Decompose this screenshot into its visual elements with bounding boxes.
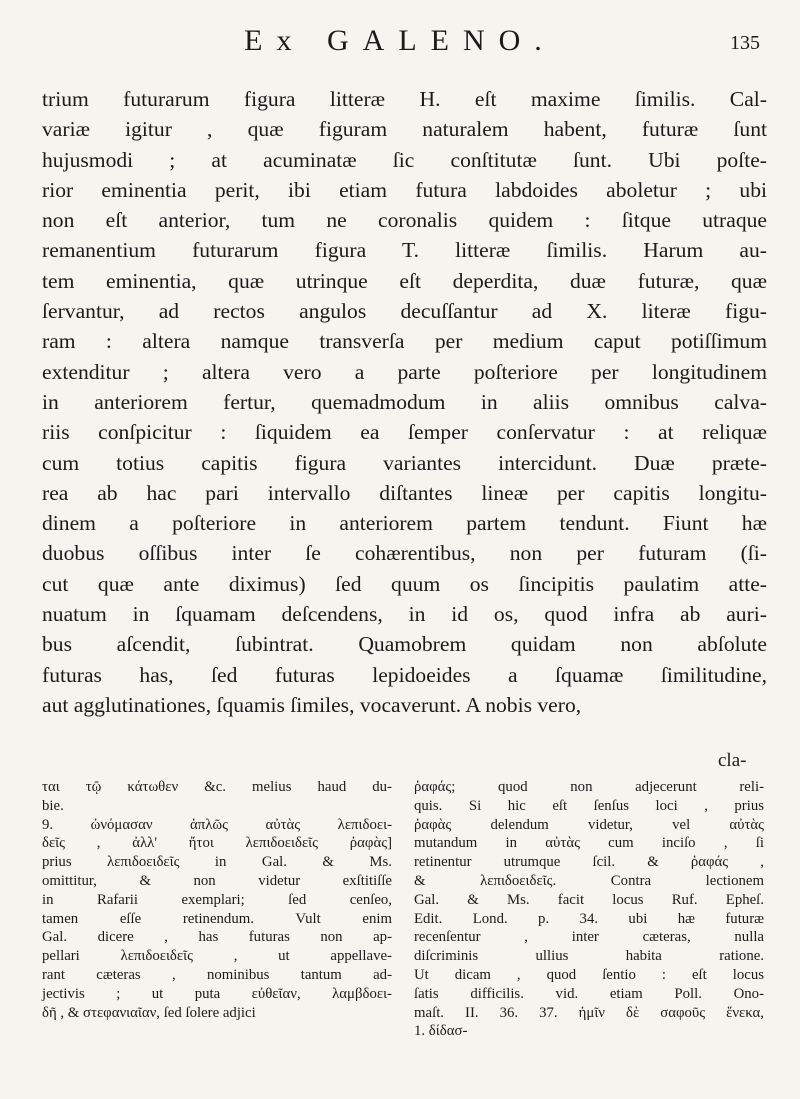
footnote-line: ται τῷ κάτωθεν &c. melius haud du- [42, 779, 392, 795]
text-line: rior eminentia perit, ibi etiam futura labdoides aboletur ; ubi [42, 177, 767, 202]
page-number: 135 [730, 32, 760, 54]
footnote-line: δῆ , & στεφανιαῖαν, ſed ſolere adjici [42, 1004, 256, 1021]
text-line: tem eminentia, quæ utrinque eſt deperdita, duæ futuræ, quæ [42, 268, 767, 293]
text-line: duobus oſſibus inter ſe cohærentibus, non per futuram (ſi- [42, 541, 767, 566]
footnote-line: Gal. dicere , has futuras non ap- [42, 929, 392, 946]
text-line: trium futurarum figura litteræ H. eſt maxime ſimilis. Cal- [42, 87, 767, 111]
footnote-line: pellari λεπιδοειδεῖς , ut appellave- [42, 948, 392, 965]
text-line: extenditur ; altera vero a parte poſteriore per longitudinem [42, 359, 767, 384]
footnote-line: 1. δίδασ- [414, 1023, 468, 1040]
catchword: cla- [718, 750, 747, 771]
footnote-line: jectivis ; ut puta εὐθεῖαν, λαμβδοει- [42, 985, 392, 1002]
footnote-line: in Rafarii exemplari; ſed cenſeo, [42, 891, 392, 908]
footnote-line: omittitur, & non videtur exſtitiſſe [42, 872, 392, 889]
footnote-line: & λεπιδοειδεῖς. Contra lectionem [414, 872, 764, 889]
footnotes-right-column [414, 778, 764, 1041]
footnote-line: 9. ὠνόμασαν ἁπλῶς αὐτὰς λεπιδοει- [42, 816, 392, 833]
footnote-line: Ut dicam , quod ſentio : eſt locus [414, 966, 764, 983]
footnote-line: quis. Si hic eſt ſenſus loci , prius [414, 797, 764, 814]
text-line: futuras has, ſed futuras lepidoeides a ſquamæ ſimilitudine, [42, 662, 767, 687]
footnote-line: diſcriminis ullius habita ratione. [414, 948, 764, 965]
footnote-line: retinentur utrumque ſcil. & ῥαφάς , [414, 854, 764, 871]
footnote-line: prius λεπιδοειδεῖς in Gal. & Ms. [42, 854, 392, 871]
footnotes-left-column [42, 778, 392, 1022]
text-line: ſervantur, ad rectos angulos decuſſantur ad X. literæ figu- [42, 299, 767, 324]
text-line: variæ igitur , quæ figuram naturalem habent, futuræ ſunt [42, 117, 767, 142]
text-line: aut agglutinationes, ſquamis ſimiles, vocaverunt. A nobis vero, [42, 692, 582, 717]
footnote-line: rant cæteras , nominibus tantum ad- [42, 966, 392, 983]
running-head-title: Ex GALENO. [244, 24, 556, 57]
text-line: nuatum in ſquamam deſcendens, in id os, quod infra ab auri- [42, 602, 767, 627]
running-head [40, 24, 760, 64]
text-line: in anteriorem fertur, quemadmodum in aliis omnibus calva- [42, 389, 767, 414]
footnote-line: δεῖς , ἀλλ' ἤτοι λεπιδοειδεῖς ῥαφὰς] [42, 835, 392, 852]
footnote-line: maſt. II. 36. 37. ἡμῖν δὲ σαφοῦς ἕνεκα, [414, 1004, 764, 1021]
text-line: hujusmodi ; at acuminatæ ſic conſtitutæ ſunt. Ubi poſte- [42, 147, 767, 172]
text-line: ram : altera namque transverſa per medium caput potiſſimum [42, 329, 767, 354]
footnote-line: recenſentur , inter cæteras, nulla [414, 929, 764, 946]
footnote-line: mutandum in αὐτὰς cum inciſo , ſi [414, 835, 764, 852]
text-line: rea ab hac pari intervallo diſtantes lineæ per capitis longitu- [42, 480, 767, 505]
text-line: non eſt anterior, tum ne coronalis quidem : ſitque utraque [42, 208, 767, 233]
footnote-line: Edit. Lond. p. 34. ubi hæ futuræ [414, 910, 764, 927]
text-line: riis conſpicitur : ſiquidem ea ſemper conſervatur : at reliquæ [42, 420, 767, 445]
footnote-line: ῥαφὰς delendum videtur, vel αὐτὰς [414, 816, 764, 833]
footnote-line: Gal. & Ms. facit locus Ruf. Epheſ. [414, 891, 764, 908]
text-line: cut quæ ante diximus) ſed quum os ſincipitis paulatim atte- [42, 571, 767, 596]
footnote-line: ῥαφάς; quod non adjecerunt reli- [414, 779, 764, 795]
main-text [42, 84, 767, 720]
text-line: bus aſcendit, ſubintrat. Quamobrem quidam non abſolute [42, 632, 767, 657]
text-line: remanentium futurarum figura T. litteræ ſimilis. Harum au- [42, 238, 767, 263]
footnote-line: tamen eſſe retinendum. Vult enim [42, 910, 392, 927]
footnote-line: bie. [42, 797, 64, 814]
footnote-line: ſatis difficilis. vid. etiam Poll. Ono- [414, 985, 764, 1002]
text-line: cum totius capitis figura variantes intercidunt. Duæ præte- [42, 450, 767, 475]
text-line: dinem a poſteriore in anteriorem partem tendunt. Fiunt hæ [42, 511, 767, 536]
footnotes [42, 778, 767, 1078]
